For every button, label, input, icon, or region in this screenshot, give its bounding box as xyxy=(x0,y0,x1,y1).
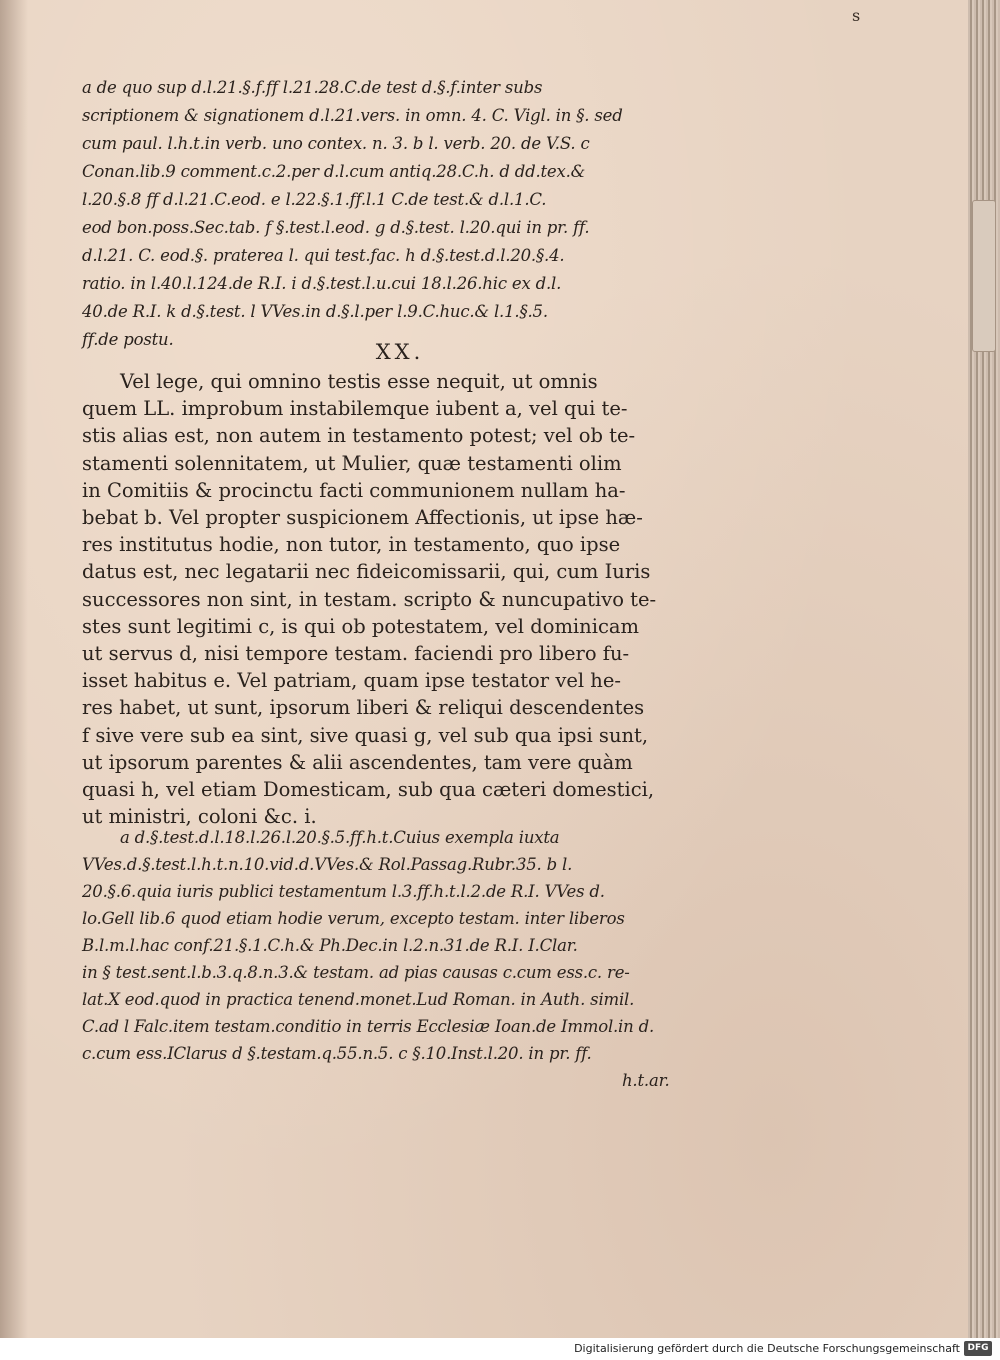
footer-bar xyxy=(0,1338,1000,1360)
footnote-line: 40.de R.I. k d.§.test. l VVes.in d.§.l.per l.9.C.huc.& l.1.§.5. xyxy=(82,302,548,321)
body-line: in Comitiis & procinctu facti communionem nullam ha- xyxy=(82,478,626,502)
spine-shadow xyxy=(0,0,28,1338)
footnote-line: Conan.lib.9 comment.c.2.per d.l.cum antiq.28.C.h. d dd.tex.& xyxy=(82,162,586,181)
body-line: successores non sint, in testam. scripto & nuncupativo te- xyxy=(82,587,657,611)
body-line: f sive vere sub ea sint, sive quasi g, vel sub qua ipsi sunt, xyxy=(82,723,649,747)
footnote-line: lat.X eod.quod in practica tenend.monet.Lud Roman. in Auth. simil. xyxy=(82,990,635,1009)
body-line: res institutus hodie, non tutor, in testamento, quo ipse xyxy=(82,533,621,557)
body-line: bebat b. Vel propter suspicionem Affectionis, ut ipse hæ- xyxy=(82,506,643,530)
body-line: datus est, nec legatarii nec fideicomissarii, qui, cum Iuris xyxy=(82,560,651,584)
body-line: res habet, ut sunt, ipsorum liberi & reliqui descendentes xyxy=(82,696,645,720)
footnote-line: ff.de postu. xyxy=(82,330,174,349)
page-corner-mark: s xyxy=(852,6,861,25)
footnote-line: eod bon.poss.Sec.tab. f §.test.l.eod. g d.§.test. l.20.qui in pr. ff. xyxy=(82,218,590,237)
dfg-logo: DFG xyxy=(964,1341,992,1356)
footnote-line: C.ad l Falc.item testam.conditio in terris Ecclesiæ Ioan.de Immol.in d. xyxy=(82,1017,655,1036)
body-line: quasi h, vel etiam Domesticam, sub qua cæteri domestici, xyxy=(82,778,655,802)
footnote-line: a d.§.test.d.l.18.l.26.l.20.§.5.ff.h.t.Cuius exempla iuxta xyxy=(120,828,560,847)
footnote-line: a de quo sup d.l.21.§.f.ff l.21.28.C.de test d.§.f.inter subs xyxy=(82,78,543,97)
footnote-line: scriptionem & signationem d.l.21.vers. in omn. 4. C. Vigl. in §. sed xyxy=(82,106,623,125)
footnotes-bottom xyxy=(82,824,682,1094)
body-line: ut servus d, nisi tempore testam. faciendi pro libero fu- xyxy=(82,642,630,666)
body-line: stis alias est, non autem in testamento potest; vel ob te- xyxy=(82,424,636,448)
footnote-line: in § test.sent.l.b.3.q.8.n.3.& testam. ad pias causas c.cum ess.c. re- xyxy=(82,963,630,982)
footer-credit: Digitalisierung gefördert durch die Deutsche Forschungsgemeinschaft xyxy=(574,1342,960,1355)
footnote-line: cum paul. l.h.t.in verb. uno contex. n. 3. b l. verb. 20. de V.S. c xyxy=(82,134,590,153)
footnote-line: VVes.d.§.test.l.h.t.n.10.vid.d.VVes.& Rol.Passag.Rubr.35. b l. xyxy=(82,855,573,874)
body-line: Vel lege, qui omnino testis esse nequit, ut omnis xyxy=(120,370,598,393)
body-line: ut ipsorum parentes & alii ascendentes, tam vere quàm xyxy=(82,750,633,774)
section-heading: XX. xyxy=(375,340,425,364)
footnote-line: 20.§.6.quia iuris publici testamentum l.3.ff.h.t.l.2.de R.I. VVes d. xyxy=(82,882,605,901)
body-line: ut ministri, coloni &c. i. xyxy=(82,805,317,829)
footnotes-top xyxy=(82,74,682,354)
footnote-line: ratio. in l.40.l.124.de R.I. i d.§.test.l.u.cui 18.l.26.hic ex d.l. xyxy=(82,274,562,293)
footnote-line: B.l.m.l.hac conf.21.§.1.C.h.& Ph.Dec.in l.2.n.31.de R.I. I.Clar. xyxy=(82,936,578,955)
footnote-line: d.l.21. C. eod.§. praterea l. qui test.fac. h d.§.test.d.l.20.§.4. xyxy=(82,246,565,265)
body-line: isset habitus e. Vel patriam, quam ipse testator vel he- xyxy=(82,669,621,693)
footnote-line: lo.Gell lib.6 quod etiam hodie verum, excepto testam. inter liberos xyxy=(82,909,625,928)
footnote-line: c.cum ess.IClarus d §.testam.q.55.n.5. c §.10.Inst.l.20. in pr. ff. xyxy=(82,1044,592,1063)
body-paragraph xyxy=(82,368,656,830)
footnote-line: h.t.ar. xyxy=(622,1071,670,1090)
footnote-line: l.20.§.8 ff d.l.21.C.eod. e l.22.§.1.ff.l.1 C.de test.& d.l.1.C. xyxy=(82,190,547,209)
body-line: quem LL. improbum instabilemque iubent a, vel qui te- xyxy=(82,397,628,421)
page-tab-strip xyxy=(972,200,996,352)
body-line: stamenti solennitatem, ut Mulier, quæ testamenti olim xyxy=(82,451,622,475)
body-line: stes sunt legitimi c, is qui ob potestatem, vel dominicam xyxy=(82,614,640,638)
